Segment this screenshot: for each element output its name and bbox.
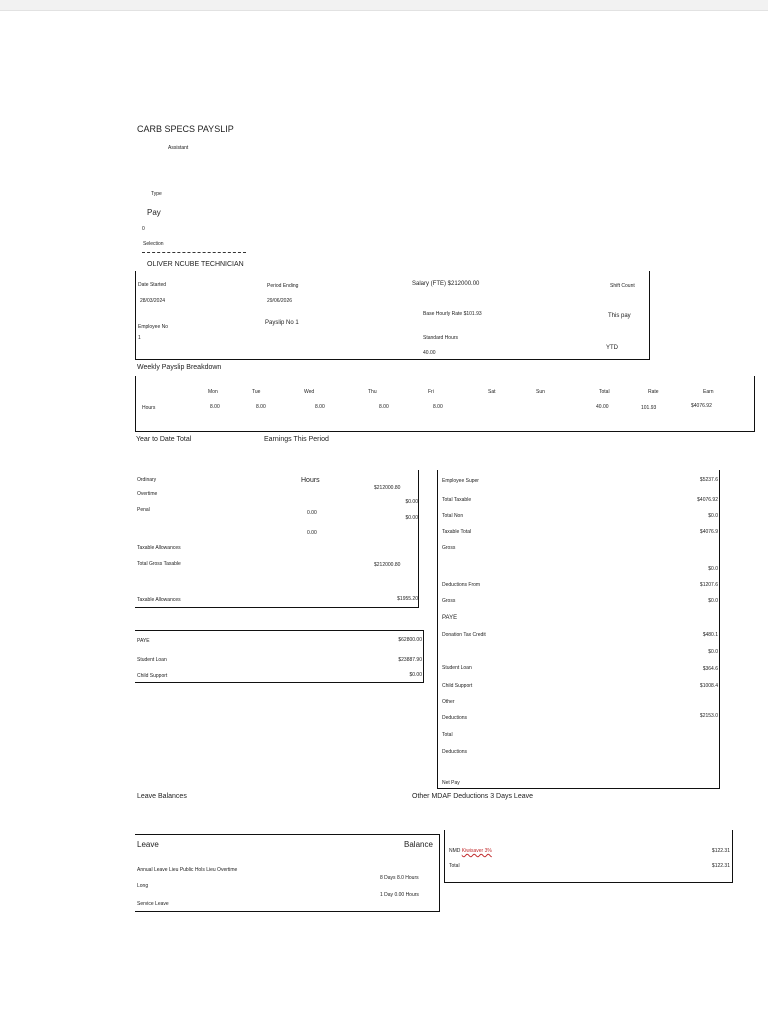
service-leave-label: Service Leave	[137, 901, 169, 907]
ordinary-amount: $212000.80	[374, 485, 401, 491]
date-started-label: Date Started	[138, 282, 167, 288]
leave-balance-2: 1 Day 0.00 Hours	[380, 892, 419, 898]
overtime-label: Overtime	[137, 491, 158, 497]
col-earn: Earn	[703, 389, 714, 395]
deductions-label: Deductions	[442, 715, 468, 721]
this-pay-label: This pay	[608, 313, 631, 319]
ordinary-label: Ordinary	[137, 477, 157, 483]
employee-super-amount: $5237.6	[699, 477, 718, 483]
child-support-label: Child Support	[442, 683, 473, 689]
extra-hours: 0.00	[307, 530, 317, 536]
total-non-amount: $0.0	[708, 513, 718, 519]
col-rate: Rate	[648, 389, 659, 395]
weekly-breakdown-table	[135, 376, 755, 432]
gross-amount: $212000.80	[374, 562, 401, 568]
date-started-value: 28/03/2024	[140, 298, 166, 304]
deductions-box	[135, 630, 424, 683]
viewer-top-bar	[0, 0, 768, 11]
standard-hours-label: Standard Hours	[423, 335, 459, 341]
nmd-label	[449, 848, 492, 854]
payslip-no: Payslip No 1	[265, 320, 299, 326]
base-hourly-rate: Base Hourly Rate $101.93	[423, 311, 482, 317]
taxable-total-amount: $4076.9	[699, 529, 718, 535]
hours-row-label: Hours	[142, 405, 156, 411]
divider	[142, 252, 246, 253]
employee-no-value: 1	[138, 335, 141, 341]
tue-hours: 8.00	[256, 404, 266, 410]
balance-label: Balance	[404, 840, 433, 849]
employee-line: OLIVER NCUBE TECHNICIAN	[147, 261, 244, 268]
kiwisaver-text: Kiwisaver 3%	[461, 848, 492, 854]
period-ending-value: 29/06/2026	[267, 298, 293, 304]
total-label: Total	[449, 863, 460, 869]
penal-label: Penal	[137, 507, 150, 513]
fri-hours: 8.00	[433, 404, 443, 410]
thu-hours: 8.00	[379, 404, 389, 410]
total-non-label: Total Non	[442, 513, 464, 519]
deductions-2-label: Deductions	[442, 749, 468, 755]
leave-balances-heading: Leave Balances	[137, 793, 187, 800]
leave-balance-1: 8 Days 8.0 Hours	[380, 875, 419, 881]
period-ending-label: Period Ending	[267, 283, 299, 289]
standard-hours-value: 40.00	[423, 350, 436, 356]
earnings-box	[135, 470, 419, 608]
col-tue: Tue	[252, 389, 261, 395]
mon-hours: 8.00	[210, 404, 220, 410]
leave-types-row: Annual Leave Lieu Public Hols Lieu Overtime	[137, 867, 238, 873]
paye-label: PAYE	[137, 638, 150, 644]
weekly-breakdown-title: Weekly Payslip Breakdown	[137, 364, 222, 371]
col-wed: Wed	[304, 389, 315, 395]
gross-2-label: Gross	[442, 598, 456, 604]
penal-amount: $0.00	[405, 515, 418, 521]
net-pay-label: Net Pay	[442, 780, 460, 786]
other-label: Other	[442, 699, 455, 705]
earnings-heading: Earnings This Period	[264, 436, 329, 443]
deductions-amount: $2153.0	[699, 713, 718, 719]
student-loan-label: Student Loan	[137, 657, 167, 663]
col-sat: Sat	[488, 389, 496, 395]
total-hours: 40.00	[596, 404, 609, 410]
hours-label: Hours	[301, 477, 320, 484]
taxable-allowances-label: Taxable Allowances	[137, 545, 181, 551]
other-deductions-table	[444, 830, 733, 883]
child-support-amount: $1008.4	[699, 683, 718, 689]
pay-label: Pay	[147, 208, 161, 217]
selection-label: Selection	[143, 241, 164, 247]
gross-label: Gross	[442, 545, 456, 551]
paye-heading: PAYE	[442, 615, 458, 621]
col-thu: Thu	[368, 389, 377, 395]
child-support-label: Child Support	[137, 673, 168, 679]
donation-tax-credit-amount: $480.1	[702, 632, 718, 638]
leave-table	[135, 834, 440, 912]
total-taxable-label: Total Taxable	[442, 497, 472, 503]
employee-info-box	[135, 271, 650, 360]
col-fri: Fri	[428, 389, 434, 395]
shift-count-label: Shift Count	[610, 283, 635, 289]
wed-hours: 8.00	[315, 404, 325, 410]
total-taxable-amount: $4076.92	[697, 497, 718, 503]
nmd-text: NMD	[449, 848, 461, 854]
summary-panel	[437, 470, 720, 789]
col-sun: Sun	[536, 389, 545, 395]
employee-no-label: Employee No	[138, 324, 169, 330]
gross-2-amount: $0.0	[708, 598, 718, 604]
taxable-allowances-2-label: Taxable Allowances	[137, 597, 181, 603]
zero-value: 0	[142, 226, 145, 232]
col-mon: Mon	[208, 389, 218, 395]
leave-label: Leave	[137, 840, 159, 849]
paye-amount: $62800.00	[398, 637, 422, 643]
student-loan-label: Student Loan	[442, 665, 472, 671]
deductions-from-label: Deductions From	[442, 582, 481, 588]
total-label: Total	[442, 732, 453, 738]
rate-value: 101.93	[641, 405, 657, 411]
nmd-amount: $122.31	[711, 848, 730, 854]
earn-value: $4076.92	[691, 403, 712, 409]
other-deductions-heading: Other MDAF Deductions 3 Days Leave	[412, 793, 533, 800]
long-label: Long	[137, 883, 149, 889]
type-label: Type	[151, 191, 162, 197]
total-gross-taxable-label: Total Gross Taxable	[137, 561, 181, 567]
ytd-label: YTD	[606, 345, 618, 351]
payslip-title: CARB SPECS PAYSLIP	[137, 124, 234, 134]
student-loan-amount: $23887.90	[398, 657, 422, 663]
blank-amount: $0.0	[708, 649, 718, 655]
overtime-amount: $0.00	[405, 499, 418, 505]
subtitle: Assistant	[168, 145, 189, 151]
penal-hours: 0.00	[307, 510, 317, 516]
col-total: Total	[599, 389, 610, 395]
ytd-heading: Year to Date Total	[136, 436, 192, 443]
employee-super-label: Employee Super	[442, 478, 479, 484]
deductions-from-amount: $1207.6	[699, 582, 718, 588]
student-loan-amount: $364.6	[702, 666, 718, 672]
child-support-amount: $0.00	[409, 672, 422, 678]
taxable-total-label: Taxable Total	[442, 529, 472, 535]
allowances-amount: $1955.20	[397, 596, 418, 602]
total-amount: $122.31	[711, 863, 730, 869]
donation-tax-credit-label: Donation Tax Credit	[442, 632, 486, 638]
salary-value: Salary (FTE) $212000.00	[412, 281, 480, 287]
gross-amount: $0.0	[708, 566, 718, 572]
